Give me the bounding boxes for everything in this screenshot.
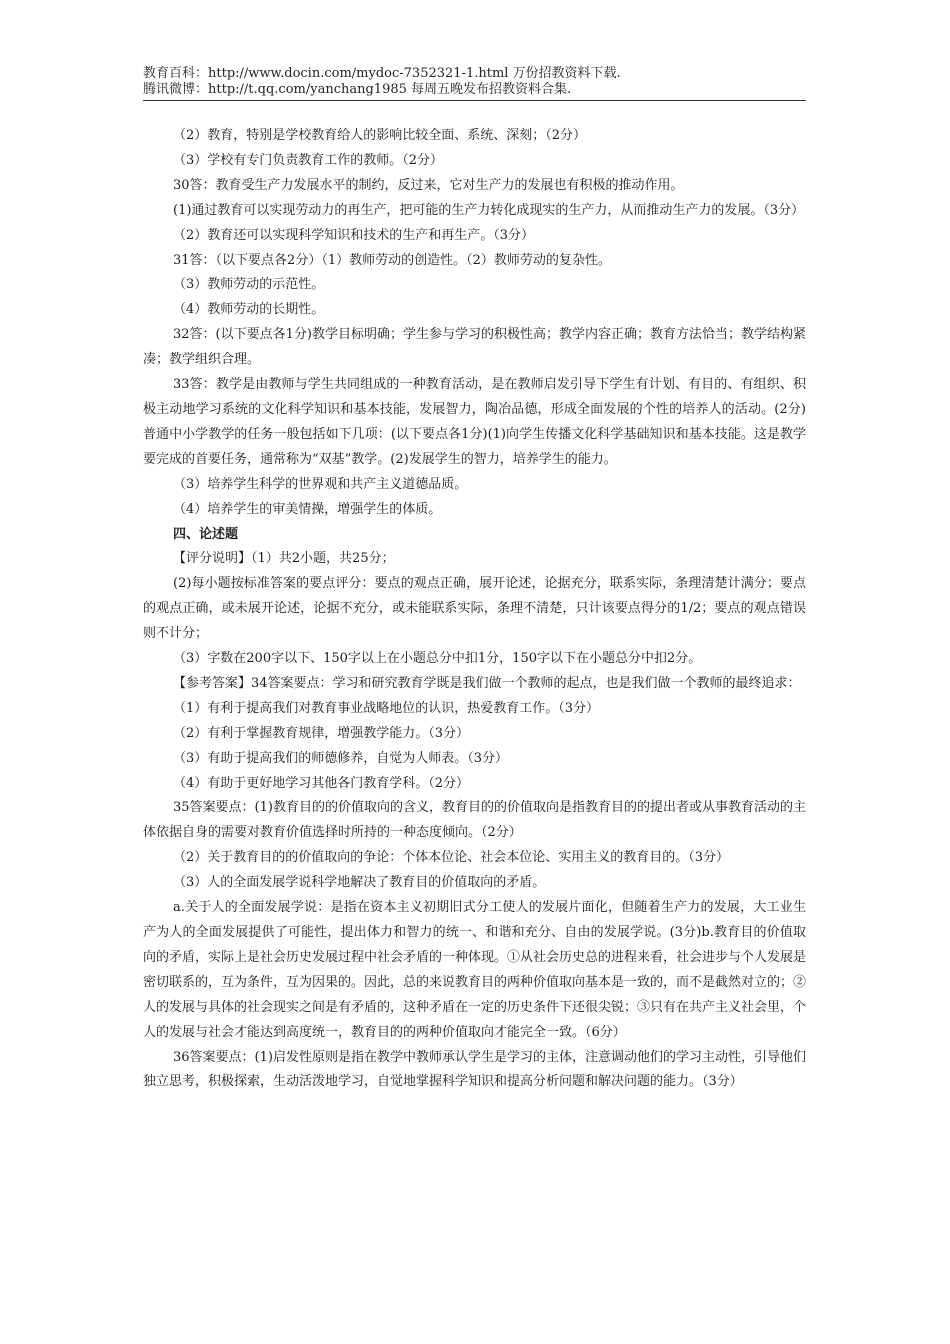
scoring-note-3: （3）字数在200字以下、150字以上在小题总分中扣1分，150字以下在小题总分中扣2分。: [173, 651, 702, 667]
header-line-docin: 教育百科：http://www.docin.com/mydoc-7352321-1.html 万份招教资料下载.: [143, 66, 621, 81]
header-line-weibo: 腾讯微博：http://t.qq.com/yanchang1985 每周五晚发布招教资料合集.: [143, 82, 572, 97]
answer-32: 32答：(以下要点各1分)教学目标明确；学生参与学习的积极性高；教学内容正确；教育方法恰当；教学结构紧凑；教学组织合理。: [143, 327, 806, 368]
answer-31-point-3: （3）教师劳动的示范性。: [173, 277, 325, 293]
answer-34-point-3: （3）有助于提高我们的师德修养，自觉为人师表。（3分）: [173, 750, 509, 766]
page-header: [143, 66, 806, 101]
answer-34-point-2: （2）有利于掌握教育规律，增强教学能力。（3分）: [173, 725, 470, 741]
scoring-note-2: (2)每小题按标准答案的要点评分：要点的观点正确，展开论述，论据充分，联系实际，条理清楚计满分；要点的观点正确，或未展开论述，论据不充分，或未能联系实际，条理不清楚，只计该要点得分的1/2；要点的观点错误则不计分；: [143, 576, 806, 642]
answer-35: 35答案要点：(1)教育目的的价值取向的含义，教育目的的价值取向是指教育目的的提出者或从事教育活动的主体依据自身的需要对教育价值选择时所持的一种态度倾向。（2分）: [143, 800, 806, 841]
answer-29-point-2: （2）教育，特别是学校教育给人的影响比较全面、系统、深刻；（2分）: [173, 128, 587, 143]
answer-29-point-3: （3）学校有专门负责教育工作的教师。（2分）: [173, 152, 444, 168]
answer-31: 31答：（以下要点各2分）（1）教师劳动的创造性。（2）教师劳动的复杂性。: [173, 252, 611, 268]
answer-35-subpoints: a.关于人的全面发展学说：是指在资本主义初期旧式分工使人的发展片面化，但随着生产力的发展，大工业生产为人的全面发展提供了可能性，提出体力和智力的统一、和谐和充分、自由的发展学说。(3分)b.教育目的价值取向的矛盾，实际上是社会历史发展过程中社会矛盾的一种体现。①从社会历史总的进程来看，社会进步与个人发展是密切联系的，互为条件，互为因果的。因此，总的来说教育目的两种价值取向基本是一致的，而不是截然对立的；②人的发展与具体的社会现实之间是有矛盾的，这种矛盾在一定的历史条件下还很尖锐；③只有在共产主义社会里，个人的发展与社会才能达到高度统一，教育目的的两种价值取向才能完全一致。（6分）: [143, 900, 807, 1040]
answer-33-point-3: （3）培养学生科学的世界观和共产主义道德品质。: [173, 476, 468, 492]
answer-36: 36答案要点：(1)启发性原则是指在教学中教师承认学生是学习的主体，注意调动他们的学习主动性，引导他们独立思考，积极探索，生动活泼地学习，自觉地掌握科学知识和提高分析问题和解决问题的能力。（3分）: [143, 1049, 806, 1090]
document-body: [143, 124, 806, 1095]
answer-35-point-3: （3）人的全面发展学说科学地解决了教育目的价值取向的矛盾。: [173, 875, 546, 891]
answer-33: 33答：教学是由教师与学生共同组成的一种教育活动，是在教师启发引导下学生有计划、有目的、有组织、积极主动地学习系统的文化科学知识和基本技能，发展智力，陶冶品德，形成全面发展的个性的培养人的活动。(2分)普通中小学教学的任务一般包括如下几项：(以下要点各1分)(1)向学生传播文化科学基础知识和基本技能。这是教学要完成的首要任务，通常称为“双基”教学。(2)发展学生的智力，培养学生的能力。: [143, 377, 806, 467]
answer-35-point-2: （2）关于教育目的的价值取向的争论：个体本位论、社会本位论、实用主义的教育目的。（3分）: [173, 850, 730, 866]
scoring-note-1: 【评分说明】（1）共2小题，共25分；: [173, 551, 395, 567]
answer-33-point-4: （4）培养学生的审美情操，增强学生的体质。: [173, 501, 442, 517]
answer-31-point-4: （4）教师劳动的长期性。: [173, 302, 325, 318]
answer-34-point-4: （4）有助于更好地学习其他各门教育学科。（2分）: [173, 775, 470, 791]
answer-30-point-2: （2）教育还可以实现科学知识和技术的生产和再生产。（3分）: [173, 227, 535, 243]
section-heading-essay: 四、论述题: [173, 526, 239, 542]
answer-30-point-1: (1)通过教育可以实现劳动力的再生产，把可能的生产力转化成现实的生产力，从而推动生产力的发展。（3分）: [173, 202, 805, 218]
answer-30: 30答：教育受生产力发展水平的制约，反过来，它对生产力的发展也有积极的推动作用。: [173, 177, 684, 193]
answer-34-point-1: （1）有利于提高我们对教育事业战略地位的认识，热爱教育工作。（3分）: [173, 700, 600, 716]
answer-34: 【参考答案】34答案要点：学习和研究教育学既是我们做一个教师的起点，也是我们做一个教师的最终追求：: [173, 675, 801, 691]
